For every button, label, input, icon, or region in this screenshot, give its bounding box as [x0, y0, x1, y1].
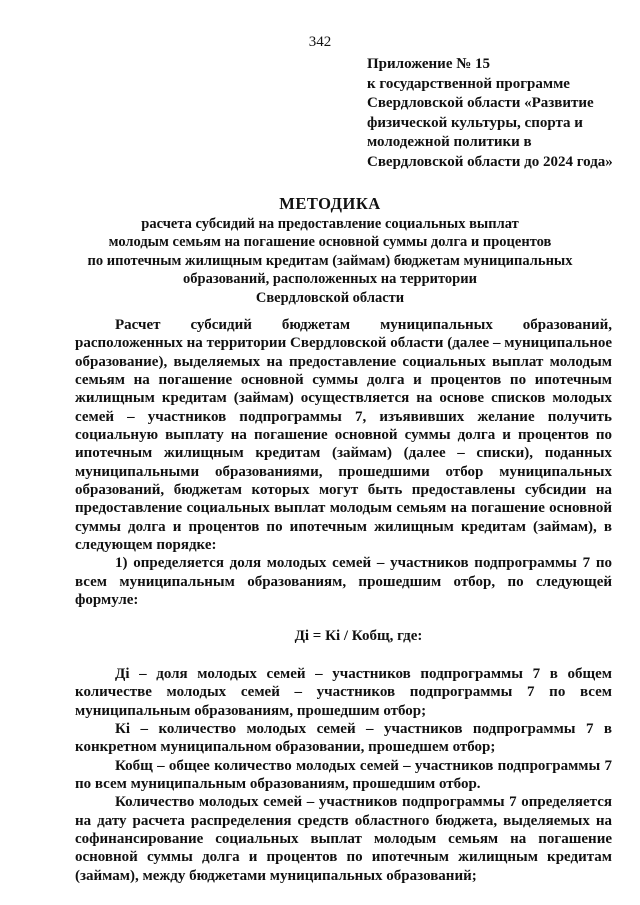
title-main: МЕТОДИКА: [279, 194, 381, 213]
closing-paragraph: Количество молодых семей – участников подпрограммы 7 определяется на дату расчета распределения средств областного бюджета, выделяемых на софинансирование социальных выплат молодым семьям на погашение основной суммы долга и процентов по ипотечным жилищным кредитам (займам), между бюджетами муниципальных образований;: [75, 794, 612, 884]
title-line: молодым семьям на погашение основной суммы долга и процентов: [108, 234, 552, 251]
appendix-line: молодежной политики в: [367, 134, 532, 151]
title-line: образований, расположенных на территории: [183, 271, 477, 288]
definition-di: Дi – доля молодых семей – участников подпрограммы 7 в общем количестве молодых семей – участников подпрограммы 7 по всем муниципальным образованиям, прошедшим отбор;: [75, 665, 612, 719]
intro-paragraph: Расчет субсидий бюджетам муниципальных образований, расположенных на территории Свердловской области (далее – муниципальное образование), выделяемых на предоставление социальных выплат молодым семьям на погашение основной суммы долга и процентов по ипотечным жилищным кредитам (займам) осуществляется на основе списков молодых семей – участников подпрограммы 7, изъявивших желание получить социальную выплату на погашение основной суммы долга и процентов по ипотечным жилищным кредитам (займам) (далее – списки), поданных муниципальными образованиями, прошедшими отбор муниципальных образований, бюджетам которых могут быть предоставлены субсидии на предоставление социальных выплат молодым семьям на погашение основной суммы долга и процентов по ипотечным жилищным кредитам (займам), в следующем порядке:: [75, 317, 612, 554]
title-line: по ипотечным жилищным кредитам (займам) бюджетам муниципальных: [87, 252, 573, 269]
document-title: [60, 193, 600, 307]
appendix-line: Приложение № 15: [367, 56, 491, 72]
title-line: Свердловской области: [255, 289, 405, 306]
definition-kobsh: Кобщ – общее количество молодых семей – участников подпрограммы 7 по всем муниципальным образованиям, прошедшим отбор.: [75, 757, 612, 792]
title-line: расчета субсидий на предоставление социальных выплат: [141, 216, 519, 232]
appendix-line: Свердловской области до 2024 года»: [367, 153, 613, 170]
document-body: [75, 316, 612, 885]
appendix-line: к государственной программе: [367, 75, 570, 92]
appendix-header: [367, 55, 629, 173]
formula: Дi = Кi / Кобщ, где:: [294, 627, 423, 644]
appendix-line: Свердловской области «Развитие: [367, 95, 594, 112]
page-number: 342: [308, 34, 332, 50]
appendix-line: физической культуры, спорта и: [367, 114, 583, 131]
definition-ki: Кi – количество молодых семей – участников подпрограммы 7 в конкретном муниципальном образовании, прошедшем отбор;: [75, 720, 612, 756]
step-1-paragraph: 1) определяется доля молодых семей – участников подпрограммы 7 по всем муниципальным образованиям, прошедшим отбор, по следующей формуле:: [75, 555, 612, 609]
